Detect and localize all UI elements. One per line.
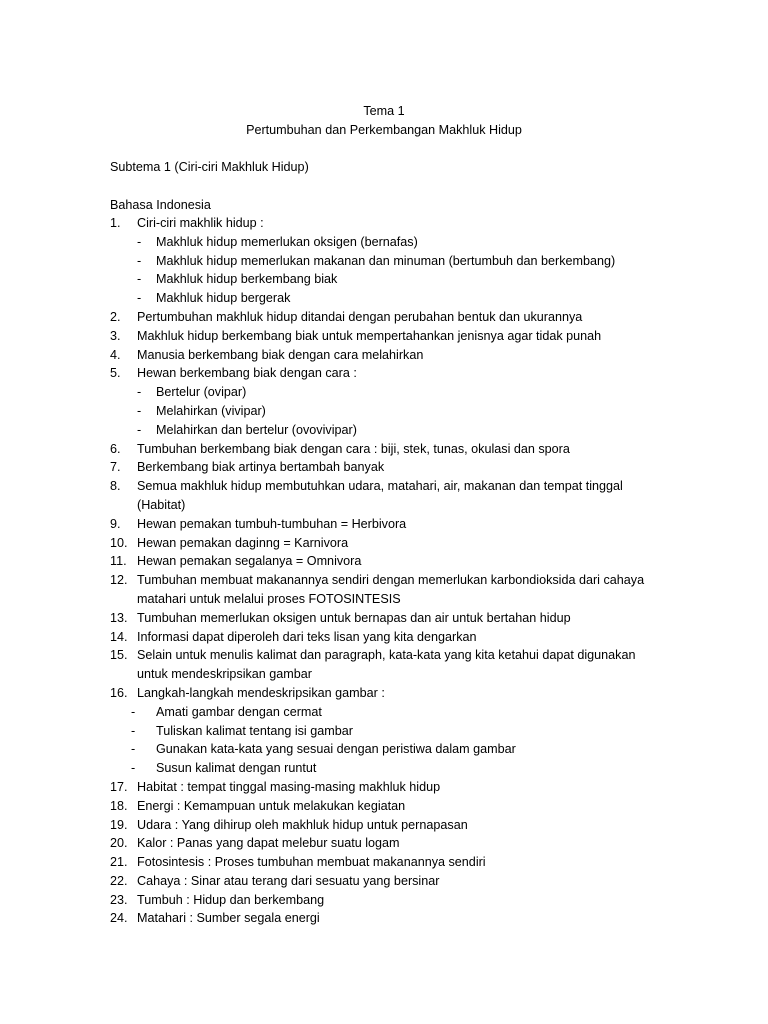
list-item-number: 11. [110, 554, 127, 569]
list-item [0, 571, 768, 590]
list-item-text: Manusia berkembang biak dengan cara melahirkan [137, 347, 424, 362]
bullet-dash: - [137, 272, 142, 287]
bullet-dash: - [137, 403, 142, 418]
list-item-text: Langkah-langkah mendeskripsikan gambar : [137, 685, 385, 700]
sub-list-item [0, 402, 768, 421]
list-item-number: 15. [110, 648, 128, 663]
list-item-text: Tumbuh : Hidup dan berkembang [137, 892, 325, 907]
sub-list-item-text: Makhluk hidup memerlukan oksigen (bernafas) [156, 234, 418, 249]
list-item-number: 1. [110, 216, 121, 230]
list-item-number: 10. [110, 535, 128, 550]
bullet-dash: - [131, 761, 136, 776]
list-item [0, 816, 768, 835]
list-item-text: Tumbuhan membuat makanannya sendiri dengan memerlukan karbondioksida dari cahaya [137, 573, 645, 588]
list-item-number: 9. [110, 516, 121, 531]
list-item-number: 20. [110, 836, 128, 851]
bullet-dash: - [131, 723, 136, 738]
list-item-text: Fotosintesis : Proses tumbuhan membuat makanannya sendiri [137, 855, 486, 870]
list-item-text: Makhluk hidup berkembang biak untuk mempertahankan jenisnya agar tidak punah [137, 328, 602, 343]
subtema-heading: Subtema 1 (Ciri-ciri Makhluk Hidup) [110, 160, 309, 174]
document-title: Tema 1 [363, 104, 405, 118]
list-item [0, 797, 768, 816]
list-item [0, 458, 768, 477]
numbered-list [0, 214, 768, 928]
sub-list-item [0, 289, 768, 308]
bullet-dash: - [137, 234, 142, 249]
list-item [0, 214, 768, 233]
list-item [0, 496, 768, 515]
list-item [0, 590, 768, 609]
list-item-number: 14. [110, 629, 128, 644]
bullet-dash: - [137, 253, 142, 268]
list-item-text: Pertumbuhan makhluk hidup ditandai dengan perubahan bentuk dan ukurannya [137, 309, 583, 324]
list-item-text: Hewan pemakan daginng = Karnivora [137, 535, 349, 550]
bullet-dash: - [137, 291, 142, 306]
list-item-number: 8. [110, 479, 121, 494]
list-item [0, 477, 768, 496]
list-item-text: Informasi dapat diperoleh dari teks lisan yang kita dengarkan [137, 629, 477, 644]
list-item-text: Tumbuhan berkembang biak dengan cara : biji, stek, tunas, okulasi dan spora [137, 441, 570, 456]
list-item-number: 22. [110, 873, 128, 888]
list-item [0, 834, 768, 853]
list-item-text: Kalor : Panas yang dapat melebur suatu logam [137, 836, 400, 851]
sub-list-item-text: Makhluk hidup berkembang biak [156, 272, 338, 287]
sub-list-item [0, 252, 768, 271]
sub-list-item-text: Bertelur (ovipar) [156, 385, 247, 400]
list-item [0, 552, 768, 571]
list-item-number: 23. [110, 892, 128, 907]
list-item [0, 515, 768, 534]
sub-list-item [0, 759, 768, 778]
list-item-text: Tumbuhan memerlukan oksigen untuk bernapas dan air untuk bertahan hidup [137, 610, 571, 625]
list-item-number: 12. [110, 573, 128, 588]
list-item-text: (Habitat) [137, 497, 186, 512]
list-item-number: 19. [110, 817, 128, 832]
list-item [0, 628, 768, 647]
bullet-dash: - [131, 704, 136, 719]
list-item [0, 891, 768, 910]
list-item [0, 327, 768, 346]
list-item-number: 13. [110, 610, 128, 625]
list-item [0, 609, 768, 628]
list-item-text: untuk mendeskripsikan gambar [137, 667, 313, 682]
list-item-text: Selain untuk menulis kalimat dan paragraph, kata-kata yang kita ketahui dapat digunakan [137, 648, 636, 663]
list-item-text: Habitat : tempat tinggal masing-masing makhluk hidup [137, 779, 441, 794]
list-item [0, 346, 768, 365]
sub-list-item [0, 722, 768, 741]
list-item-number: 18. [110, 798, 128, 813]
list-item-text: Matahari : Sumber segala energi [137, 911, 320, 926]
list-item-text: Udara : Yang dihirup oleh makhluk hidup untuk pernapasan [137, 817, 468, 832]
list-item-number: 16. [110, 685, 128, 700]
sub-list-item-text: Tuliskan kalimat tentang isi gambar [156, 723, 353, 738]
sub-list-item-text: Amati gambar dengan cermat [156, 704, 322, 719]
list-item [0, 684, 768, 703]
list-item-number: 3. [110, 328, 121, 343]
sub-list-item [0, 421, 768, 440]
document-subtitle: Pertumbuhan dan Perkembangan Makhluk Hidup [246, 123, 522, 137]
list-item-text: Hewan pemakan segalanya = Omnivora [137, 554, 362, 569]
list-item [0, 308, 768, 327]
bullet-dash: - [131, 742, 136, 757]
list-item-text: Cahaya : Sinar atau terang dari sesuatu yang bersinar [137, 873, 440, 888]
list-item-number: 4. [110, 347, 121, 362]
list-item [0, 872, 768, 891]
sub-list-item [0, 703, 768, 722]
sub-list-item [0, 740, 768, 759]
list-item-text: Semua makhluk hidup membutuhkan udara, matahari, air, makanan dan tempat tinggal [137, 479, 623, 494]
list-item-number: 5. [110, 366, 121, 381]
list-item-text: matahari untuk melalui proses FOTOSINTESIS [137, 591, 401, 606]
title-block [0, 102, 768, 140]
list-item-number: 7. [110, 460, 121, 475]
sub-list-item-text: Makhluk hidup memerlukan makanan dan minuman (bertumbuh dan berkembang) [156, 253, 616, 268]
sub-list-item [0, 233, 768, 252]
sub-list-item [0, 383, 768, 402]
sub-list-item [0, 270, 768, 289]
sub-list-item-text: Gunakan kata-kata yang sesuai dengan peristiwa dalam gambar [156, 742, 516, 757]
bullet-dash: - [137, 385, 142, 400]
list-item-text: Berkembang biak artinya bertambah banyak [137, 460, 385, 475]
list-item [0, 534, 768, 553]
sub-list-item-text: Melahirkan (vivipar) [156, 403, 266, 418]
list-item-number: 21. [110, 855, 128, 870]
list-item-number: 17. [110, 779, 128, 794]
list-item [0, 778, 768, 797]
sub-list-item-text: Susun kalimat dengan runtut [156, 761, 317, 776]
list-item [0, 364, 768, 383]
list-item [0, 646, 768, 665]
list-item-number: 6. [110, 441, 121, 456]
list-item [0, 853, 768, 872]
sub-list-item-text: Melahirkan dan bertelur (ovovivipar) [156, 422, 357, 437]
sub-list-item-text: Makhluk hidup bergerak [156, 291, 291, 306]
bullet-dash: - [137, 422, 142, 437]
list-item [0, 440, 768, 459]
list-item [0, 909, 768, 928]
list-item-number: 24. [110, 911, 128, 926]
list-item-text: Energi : Kemampuan untuk melakukan kegiatan [137, 798, 406, 813]
list-item-number: 2. [110, 309, 121, 324]
list-item-text: Hewan pemakan tumbuh-tumbuhan = Herbivora [137, 516, 407, 531]
section-heading: Bahasa Indonesia [110, 198, 211, 212]
list-item-text: Hewan berkembang biak dengan cara : [137, 366, 357, 381]
list-item [0, 665, 768, 684]
list-item-text: Ciri-ciri makhlik hidup : [137, 216, 264, 230]
